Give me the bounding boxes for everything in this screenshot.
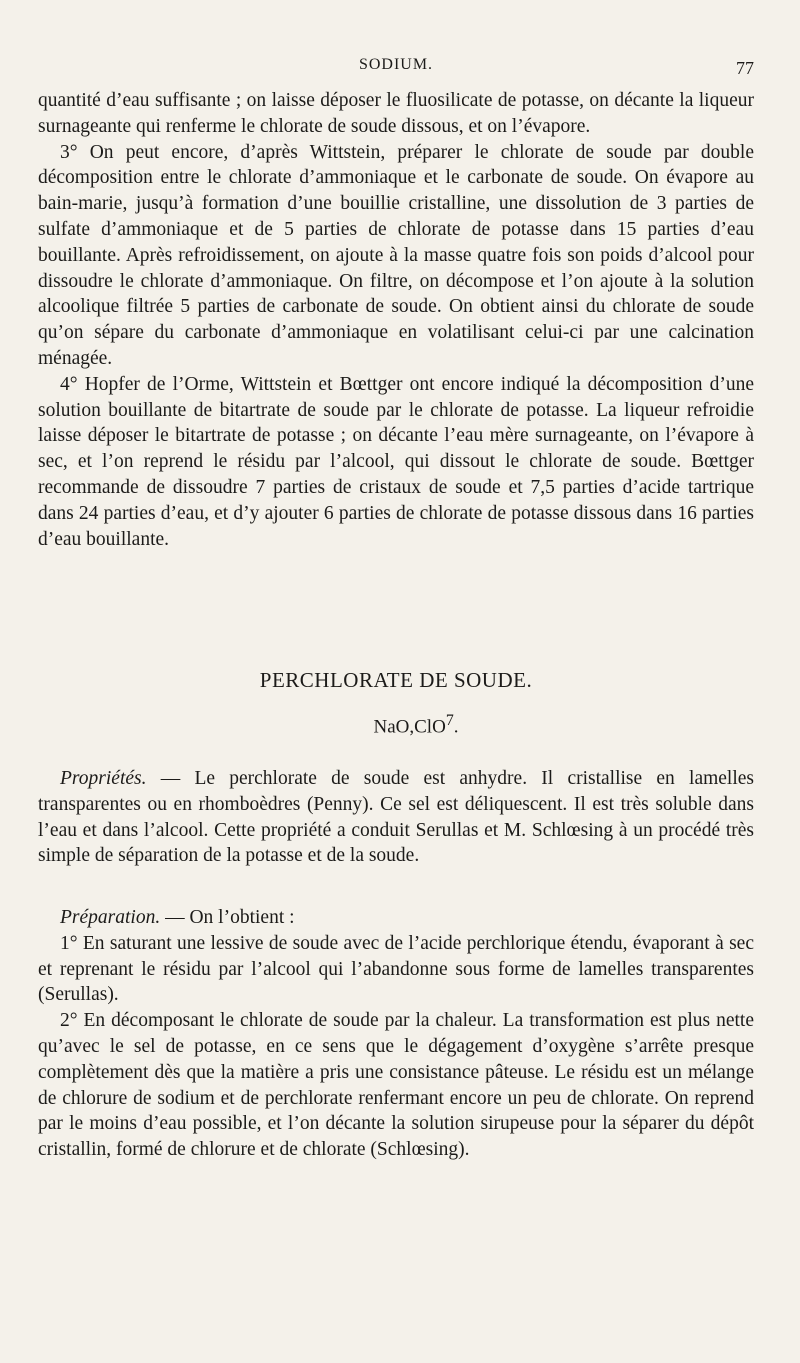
- preparation-lead: Préparation.: [60, 907, 161, 928]
- preparation-item-1: 1° En saturant une lessive de soude avec de l’acide perchlorique étendu, évaporant à sec et reprenant le résidu par l’alcool qui l’abandonne sous forme de lamelles transparentes (Serullas).: [38, 932, 754, 1006]
- page-header: [38, 52, 754, 82]
- formula-superscript: 7: [445, 712, 454, 729]
- paragraph-method-4: 4° Hopfer de l’Orme, Wittstein et Bœttger ont encore indiqué la décomposition d’une solution bouillante de bitartrate de soude par le chlorate de potasse. La liqueur refroidie laisse déposer le bitartrate de potasse ; on décante l’eau mère surnageante, on l’évapore à sec, et l’on reprend le résidu par l’alcool, qui dissout le chlorate de soude. Bœttger recommande de dissoudre 7 parties de cristaux de soude et 7,5 parties d’acide tartrique dans 24 parties d’eau, et d’y ajouter 6 parties de chlorate de potasse dissous dans 16 parties d’eau bouillante.: [38, 373, 754, 550]
- formula-end: .: [453, 716, 459, 738]
- preparation-paragraph: [38, 905, 754, 931]
- properties-text: — Le perchlorate de soude est anhydre. Il cristallise en lamelles transparentes ou en rhomboèdres (Penny). Ce sel est déliquescent. Il est très soluble dans l’eau et dans l’alcool. Cette propriété a conduit Serullas et M. Schlœsing à un procédé très simple de séparation de la potasse et de la soude.: [38, 768, 754, 867]
- chlorate-text-block: [38, 88, 754, 552]
- preparation-block: [38, 905, 754, 1163]
- properties-block: [38, 766, 754, 869]
- properties-paragraph: [38, 766, 754, 869]
- paragraph-method-3: 3° On peut encore, d’après Wittstein, préparer le chlorate de soude par double décomposition entre le chlorate d’ammoniaque et le carbonate de soude. On évapore au bain-marie, jusqu’à formation d’une bouillie cristalline, une dissolution de 3 parties de sulfate d’ammoniaque et de 5 parties de chlorate de potasse dans 15 parties d’eau bouillante. Après refroidissement, on ajoute à la masse quatre fois son poids d’alcool pour dissoudre le chlorate d’ammoniaque. On filtre, on décompose et l’on ajoute à la solution alcoolique filtrée 5 parties de carbonate de soude. On obtient ainsi du chlorate de soude qu’on sépare du carbonate d’ammoniaque en volatilisant celui-ci par une calcination ménagée.: [38, 141, 754, 369]
- preparation-item-2: 2° En décomposant le chlorate de soude par la chaleur. La transformation est plus nette qu’avec le sel de potasse, en ce sens que le dégagement d’oxygène s’arrête presque complètement dès que la matière a pris une consistance pâteuse. Le résidu est un mélange de chlorure de sodium et de perchlorate renfermant encore un peu de chlorate. On reprend par le moins d’eau possible, et l’on décante la solution sirupeuse pour la séparer du dépôt cristallin, formé de chlorure et de chlorate (Schlœsing).: [38, 1010, 754, 1161]
- page-number: 77: [736, 58, 754, 78]
- formula-base: NaO,ClO: [373, 716, 446, 738]
- section-title: PERCHLORATE DE SOUDE.: [259, 668, 533, 692]
- properties-lead: Propriétés.: [60, 768, 147, 789]
- running-head: SODIUM.: [358, 56, 434, 73]
- preparation-text: — On l’obtient :: [160, 907, 295, 928]
- paragraph-continuation: quantité d’eau suffisante ; on laisse déposer le fluosilicate de potasse, on décante la liqueur surnageante qui renferme le chlorate de soude dissous, et on l’évapore.: [38, 90, 754, 137]
- chemical-formula: [38, 712, 754, 738]
